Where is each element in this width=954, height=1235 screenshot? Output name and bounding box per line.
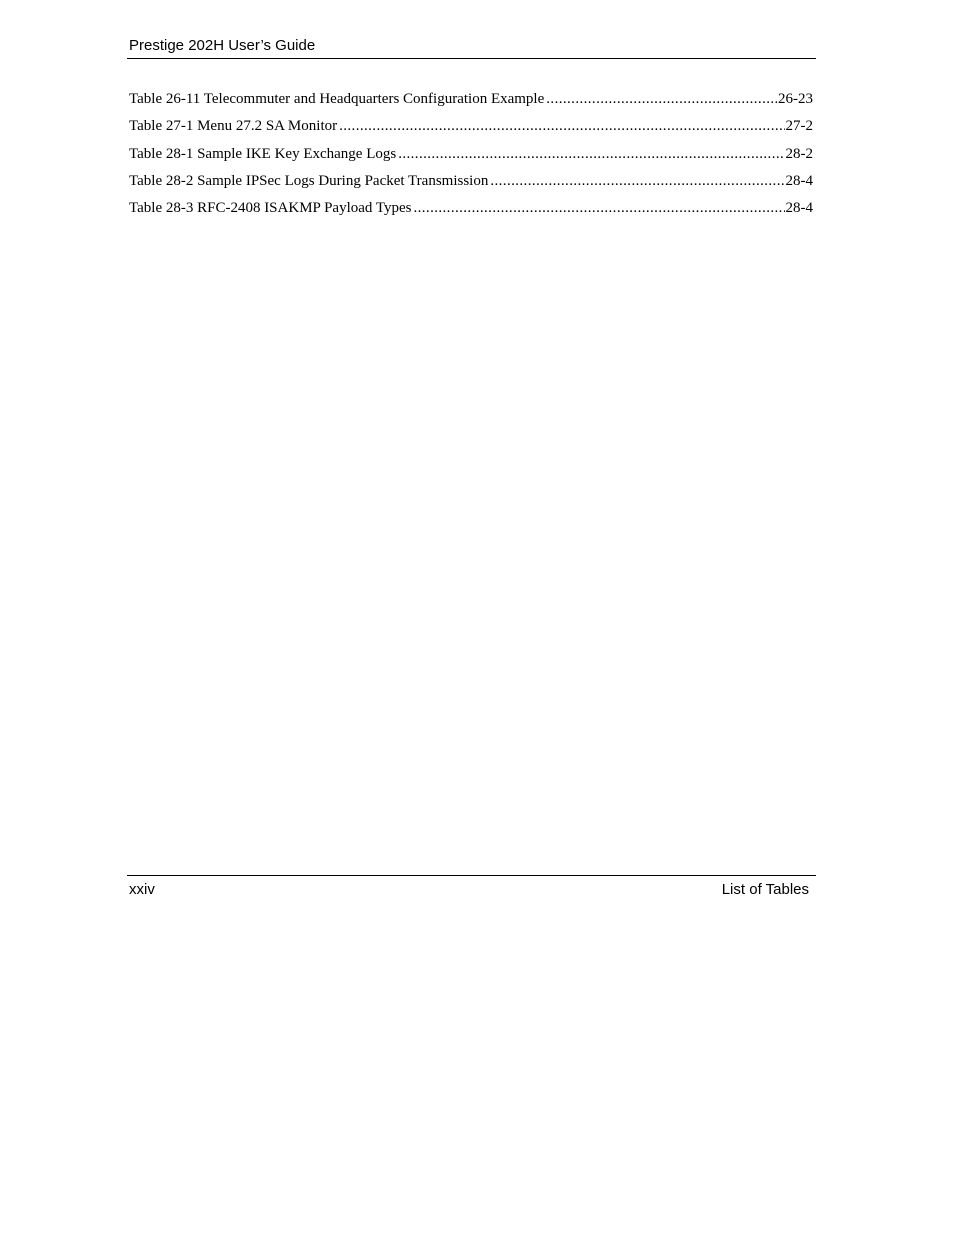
- toc-entry-page: 28-4: [785, 172, 813, 189]
- toc-entry-page: 26-23: [778, 91, 813, 107]
- dot-leader: [413, 198, 784, 218]
- toc-entry[interactable]: [129, 116, 813, 143]
- toc-entry-label: Table 28-3 RFC-2408 ISAKMP Payload Types: [129, 200, 412, 217]
- dot-leader: [398, 144, 784, 164]
- document-title: Prestige 202H User’s Guide: [129, 37, 316, 54]
- toc-entry-page: 28-4: [785, 200, 813, 217]
- toc-entry-label: Table 26-11 Telecommuter and Headquarters Configuration Example: [129, 91, 545, 107]
- toc-entry-label: Table 27-1 Menu 27.2 SA Monitor: [129, 118, 338, 135]
- toc-entry[interactable]: [129, 144, 813, 171]
- toc-entry[interactable]: [129, 171, 813, 198]
- toc-entry[interactable]: [129, 198, 813, 225]
- list-of-tables: [129, 89, 813, 225]
- page-header: [127, 36, 816, 59]
- toc-entry[interactable]: [129, 89, 813, 116]
- page-number: xxiv: [129, 881, 155, 898]
- page-footer: [127, 875, 816, 900]
- section-title: List of Tables: [721, 881, 809, 898]
- dot-leader: [339, 116, 784, 136]
- toc-entry-page: 27-2: [785, 118, 813, 135]
- dot-leader: [546, 89, 777, 109]
- toc-entry-label: Table 28-1 Sample IKE Key Exchange Logs: [129, 145, 397, 162]
- dot-leader: [490, 171, 784, 191]
- toc-entry-page: 28-2: [785, 145, 813, 162]
- toc-entry-label: Table 28-2 Sample IPSec Logs During Packet Transmission: [129, 172, 489, 189]
